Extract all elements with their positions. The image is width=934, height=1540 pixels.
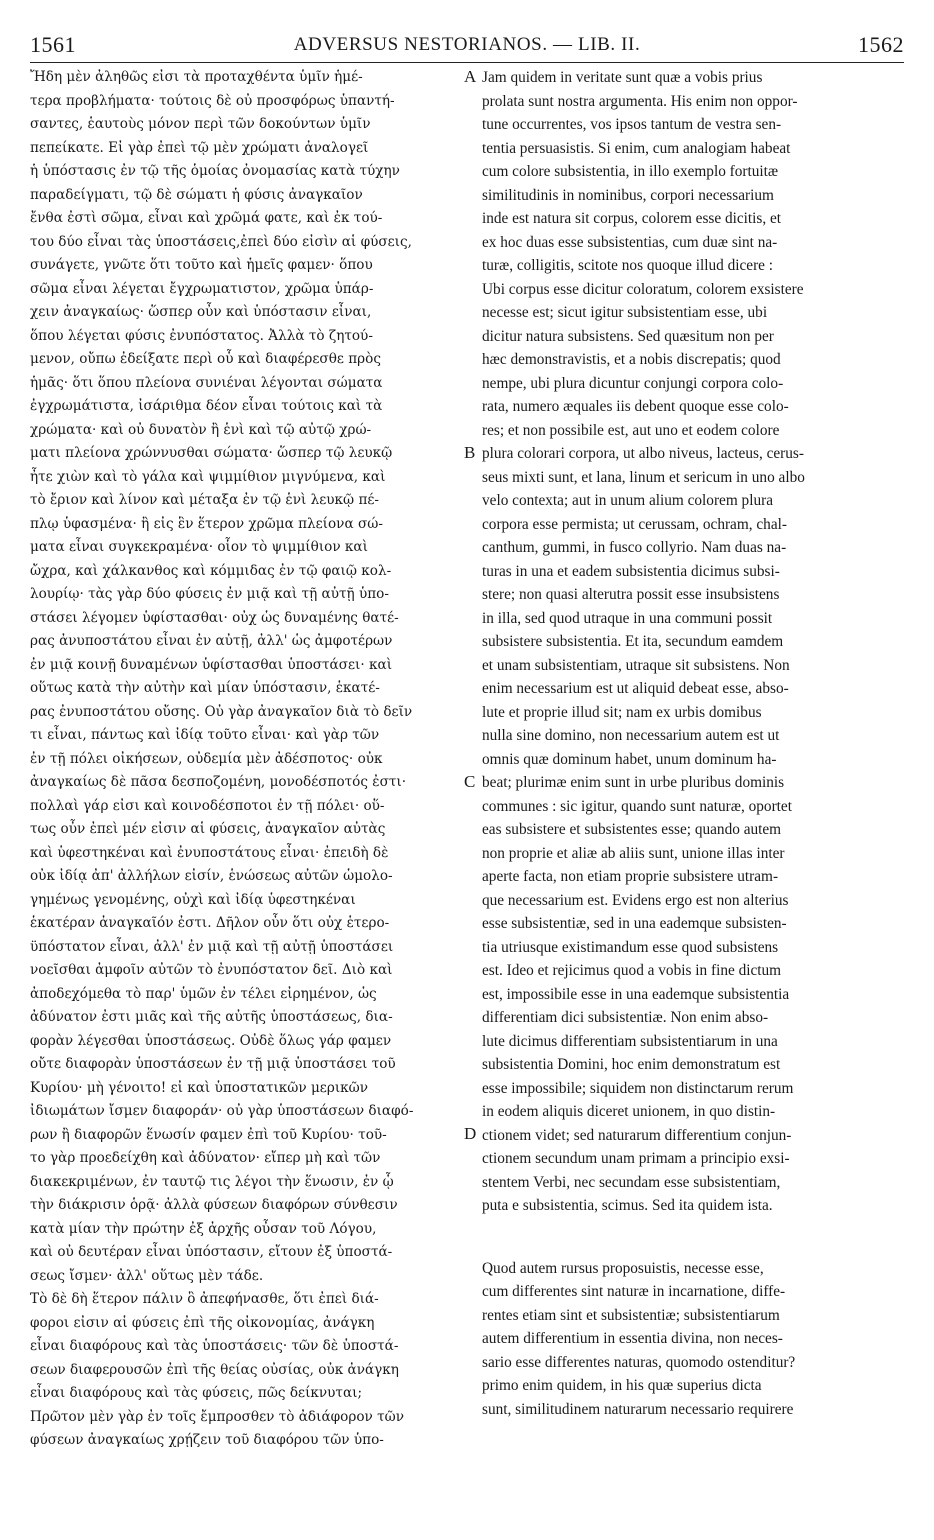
- text-line: ϋπόστατον εἶναι, ἀλλ' ἐν μιᾷ καὶ τῇ αὐτῇ ὑποστάσει: [30, 938, 394, 955]
- text-line: καὶ οὐ δευτέραν εἶναι ὑπόστασιν, εἴτουν ἐξ ὑποστά-: [30, 1244, 393, 1260]
- text-line: omnis quæ dominum habet, unum dominum ha-: [482, 750, 777, 768]
- text-line: τι εἶναι, πάντως καὶ ἰδίᾳ τοῦτο εἶναι· καὶ γὰρ τῶν: [30, 727, 380, 743]
- text-line: ἡ ὑπόστασις ἐν τῷ τῆς ὁμοίας ὀνομασίας κατὰ τύχην: [30, 163, 400, 179]
- text-line: turæ, colligitis, scitote nos quoque illud dicere :: [482, 257, 774, 274]
- text-line: similitudinis in nominibus, corpori necessarium: [482, 186, 774, 204]
- text-line: φορὰν λέγεσθαι ὑποστάσεως. Οὐδὲ ὅλως γάρ φαμεν: [30, 1032, 392, 1049]
- text-line: Κυρίου· μὴ γένοιτο! εἰ καὶ ὑποστατικῶν μερικῶν: [30, 1079, 369, 1096]
- text-line: ματα εἶναι συγκεκραμένα· οἷον τὸ ψιμμίθιον καὶ: [30, 539, 368, 555]
- text-line: τὸ ἔριον καὶ λίνον καὶ μέταξα ἐν τῷ ἑνὶ λευκῷ πέ-: [30, 492, 380, 508]
- text-line: est, impossibile esse in una eademque subsistentia: [482, 985, 790, 1003]
- text-line: communes : sic igitur, quando sunt naturæ, oportet: [482, 797, 792, 815]
- text-line: ctionem secundum unam primam a principio exsi-: [482, 1150, 790, 1167]
- text-line: ἐν τῇ πόλει οἰκήσεων, οὐδεμία μὲν ἀδέσποτος· οὐκ: [30, 750, 383, 767]
- text-line: tia utriusque existimandum esse quod subsistens: [482, 938, 779, 956]
- text-line: subsistentia Domini, hoc enim demonstratum est: [482, 1056, 781, 1073]
- latin-paragraph-1: [482, 66, 895, 1218]
- text-line: οὕτως κατὰ τὴν αὐτὴν καὶ μίαν ὑπόστασιν, ἑκατέ-: [30, 680, 380, 696]
- text-line: ἀποδεχόμεθα τὸ παρ' ὑμῶν ἐν τέλει εἰρημένον, ὡς: [30, 985, 377, 1002]
- text-line: σαντες, ἑαυτοὺς μόνον περὶ τῶν δοκούντων ὑμῖν: [30, 116, 371, 132]
- text-line: σεων διαφερουσῶν ἐπὶ τῆς θείας οὐσίας, οὐκ ἀνάγκη: [30, 1361, 399, 1378]
- text-line: εἶναι διαφόρους καὶ τὰς ὑποστάσεις· τῶν δὲ ὑποστά-: [30, 1338, 399, 1354]
- text-line: sunt, similitudinem naturarum necessario requirere: [482, 1400, 794, 1418]
- text-line: res; et non possibile est, aut uno et eodem colore: [482, 421, 780, 439]
- text-line: λουρίῳ· τὰς γὰρ δύο φύσεις ἐν μιᾷ καὶ τῇ αὐτῇ ὑπο-: [30, 586, 389, 602]
- text-line: hæc demonstravistis, et a nobis discrepatis; quod: [482, 351, 781, 368]
- text-line: nempe, ubi plura dicuntur conjungi corpora colo-: [482, 374, 784, 392]
- text-line: seus mixti sunt, et lana, linum et sericum in uno albo: [482, 468, 805, 486]
- latin-text-column: [482, 66, 895, 1421]
- text-line: οὔτε διαφορὰν ὑποστάσεων ἐν τῇ μιᾷ ὑποστάσει τοῦ: [30, 1056, 396, 1072]
- text-line: ἀδύνατον ἐστι μιᾶς καὶ τῆς αὐτῆς ὑποστάσεως, δια-: [30, 1009, 393, 1025]
- text-line: χρώματα· καὶ οὐ δυνατὸν ἢ ἑνὶ καὶ τῷ αὐτῷ χρώ-: [30, 421, 372, 438]
- text-line: κατὰ μίαν τὴν πρώτην ἐξ ἀρχῆς οὖσαν τοῦ Λόγου,: [30, 1220, 377, 1237]
- text-line: est. Ideo et rejicimus quod a vobis in fine dictum: [482, 962, 782, 979]
- text-line: ἡμᾶς· ὅτι ὅπου πλείονα συνιέναι λέγονται σώματα: [30, 374, 383, 391]
- text-line: οὐκ ἰδίᾳ ἀπ' ἀλλήλων εἰσίν, ἑνώσεως αὐτῶν ὡμολο-: [30, 868, 393, 884]
- text-line: ἑκατέραν ἀναγκαῖόν ἐστι. Δῆλον οὖν ὅτι οὐχ ἑτερο-: [30, 915, 390, 931]
- text-line: enim necessarium est ut aliquid debeat esse, abso-: [482, 680, 789, 697]
- text-line: στάσει λέγομεν ὑφίστασθαι· οὐχ ὡς δυναμένης θατέ-: [30, 609, 399, 626]
- text-line: Ubi corpus esse dicitur coloratum, colorem exsistere: [482, 280, 804, 298]
- text-line: πλῳ ὑφασμένα· ἢ εἰς ἓν ἕτερον χρῶμα πλείονα σώ-: [30, 515, 383, 532]
- text-line: ctionem videt; sed naturarum differentium conjun-: [482, 1126, 792, 1144]
- text-line: Τὸ δὲ δὴ ἕτερον πάλιν ὃ ἀπεφήνασθε, ὅτι ἐπεὶ διά-: [30, 1291, 379, 1307]
- text-line: γημένως γενομένης, οὐχὶ καὶ ἰδίᾳ ὑφεστηκέναι: [30, 891, 356, 908]
- text-line: φοροι εἰσιν αἱ φύσεις ἐπὶ τῆς οἰκονομίας, ἀνάγκη: [30, 1314, 375, 1331]
- latin-paragraph-2: [482, 1257, 895, 1422]
- text-line: canthum, gummi, in fusco collyrio. Nam duas na-: [482, 539, 787, 556]
- margin-marker-a: A: [464, 67, 477, 86]
- text-line: συνάγετε, γνῶτε ὅτι τοῦτο καὶ ἡμεῖς φαμεν· ὅπου: [30, 257, 373, 273]
- margin-marker-b: B: [464, 443, 476, 462]
- text-line: σεως ἴσμεν· ἀλλ' οὕτως μὲν τάδε.: [30, 1267, 264, 1284]
- text-line: subsistere subsistentia. Et ita, secundum eamdem: [482, 633, 784, 650]
- text-line: μενον, οὔπω ἐδείξατε περὶ οὗ καὶ διαφέρεσθε πρὸς: [30, 351, 381, 367]
- text-line: Πρῶτον μὲν γὰρ ἐν τοῖς ἔμπροσθεν τὸ ἀδιάφορον τῶν: [30, 1408, 404, 1425]
- text-line: παραδείγματι, τῷ δὲ σώματι ἡ φύσις ἀναγκαῖον: [30, 186, 363, 203]
- text-line: ἔνθα ἐστὶ σῶμα, εἶναι καὶ χρῶμά φατε, καὶ ἐκ τού-: [30, 210, 383, 226]
- text-line: ἐγχρωμάτιστα, ἰσάριθμα δέον εἶναι τούτοις καὶ τὰ: [30, 398, 383, 414]
- text-line: puta e subsistentia, scimus. Sed ita quidem ista.: [482, 1197, 773, 1214]
- text-line: primo enim quidem, in his quæ superius dicta: [482, 1377, 762, 1394]
- text-line: necesse est; sicut igitur subsistentiam esse, ubi: [482, 304, 768, 321]
- text-line: rentes etiam sint et subsistentiæ; subsistentiarum: [482, 1306, 780, 1324]
- text-line: in eodem aliquis diceret unionem, in quo distin-: [482, 1103, 776, 1120]
- text-line: Ἤδη μὲν ἀληθῶς εἰσι τὰ προταχθέντα ὑμῖν ἡμέ-: [30, 69, 363, 85]
- text-line: ἀναγκαίως δὲ πᾶσα δεσποζομένη, μονοδέσποτός ἐστι·: [30, 774, 407, 790]
- text-line: stentem Verbi, nec secundam esse subsistentiam,: [482, 1173, 781, 1191]
- text-line: velo contexta; aut in unum alium colorem plura: [482, 492, 773, 509]
- text-line: πεπείκατε. Εἰ γὰρ ἐπεὶ τῷ μὲν χρώματι ἀναλογεῖ: [30, 139, 369, 156]
- text-line: non proprie et aliæ ab aliis sunt, unione illas inter: [482, 844, 785, 862]
- greek-text-column: [30, 66, 458, 1453]
- text-line: beat; plurimæ enim sunt in urbe pluribus dominis: [482, 774, 785, 791]
- text-line: plura colorari corpora, ut albo niveus, lacteus, cerus-: [482, 445, 804, 462]
- text-line: νοεῖσθαι ἀμφοῖν αὐτῶν τὸ ἐνυπόστατον δεῖ. Διὸ καὶ: [30, 962, 393, 978]
- text-line: esse subsistentiæ, sed in una eademque subsisten-: [482, 915, 787, 932]
- text-line: ὤχρα, καὶ χάλκανθος καὶ κόμμιδας ἐν τῷ φαιῷ κολ-: [30, 562, 392, 579]
- text-line: ἦτε χιὼν καὶ τὸ γάλα καὶ ψιμμίθιον μιγνύμενα, καὶ: [30, 468, 386, 485]
- text-line: χειν ἀναγκαίως· ὥσπερ οὖν καὶ ὑπόστασιν εἶναι,: [30, 304, 372, 320]
- text-line: dicitur natura subsistens. Sed quæsitum non per: [482, 327, 774, 345]
- text-line: Quod autem rursus proposuistis, necesse esse,: [482, 1259, 764, 1277]
- text-line: cum colore subsistentia, in illo exemplo fortuitæ: [482, 163, 779, 180]
- text-line: rata, numero æquales iis debent quoque esse colo-: [482, 398, 789, 415]
- paragraph-gap: [482, 1218, 895, 1257]
- text-line: καὶ ὑφεστηκέναι καὶ ἐνυποστάτους εἶναι· ἐπειδὴ δὲ: [30, 844, 389, 861]
- text-line: τὴν διάκρισιν ὁρᾷ· ἀλλὰ φύσεων διαφόρων σύνθεσιν: [30, 1197, 398, 1213]
- running-title: ADVERSUS NESTORIANOS. — LIB. II.: [293, 34, 641, 55]
- text-line: aperte facta, non etiam proprie subsistere utram-: [482, 868, 779, 885]
- text-line: ρας ἐνυποστάτου οὔσης. Οὐ γὰρ ἀναγκαῖον διὰ τὸ δεῖν: [30, 703, 413, 720]
- text-line: lute dicimus differentiam subsistentiarum in una: [482, 1032, 778, 1050]
- text-line: διακεκριμένων, ἐν ταυτῷ τις λέγοι τὴν ἕνωσιν, ἐν ᾧ: [30, 1173, 394, 1190]
- text-line: ex hoc duas esse subsistentias, cum duæ sint na-: [482, 233, 778, 251]
- text-line: que necessarium est. Evidens ergo est non alterius: [482, 891, 789, 909]
- text-line: differentiam dici subsistentiæ. Non enim abso-: [482, 1009, 769, 1026]
- text-line: stere; non quasi alterutra possit esse insubsistens: [482, 586, 780, 603]
- text-line: ὅπου λέγεται φύσις ἐνυπόστατος. Ἀλλὰ τὸ ζητού-: [30, 327, 373, 344]
- right-column-number: 1562: [858, 32, 904, 57]
- text-line: ἐν μιᾷ κοινῇ δυναμένων ὑφίστασθαι ὑποστάσει· καὶ: [30, 656, 393, 673]
- text-line: cum differentes sint naturæ in incarnatione, diffe-: [482, 1283, 786, 1300]
- text-line: tentia persuasistis. Si enim, cum analogiam habeat: [482, 139, 791, 157]
- text-line: εἶναι διαφόρους καὶ τὰς φύσεις, πῶς δείκνυται;: [30, 1385, 363, 1401]
- text-line: ἰδιωμάτων ἴσμεν διαφοράν· οὐ γὰρ ὑποστάσεων διαφό-: [30, 1103, 414, 1119]
- text-line: Jam quidem in veritate sunt quæ a vobis prius: [482, 69, 763, 86]
- text-line: το γὰρ προεδείχθη καὶ ἀδύνατον· εἴπερ μὴ καὶ τῶν: [30, 1150, 381, 1166]
- text-line: lute et proprie illud sit; nam ex urbis domibus: [482, 703, 762, 721]
- margin-marker-c: C: [464, 772, 476, 791]
- text-line: του δύο εἶναι τὰς ὑποστάσεις,ἐπεὶ δύο εἰσὶν αἱ φύσεις,: [30, 233, 412, 250]
- margin-marker-d: D: [464, 1124, 477, 1143]
- text-line: esse impossibile; siquidem non distinctarum rerum: [482, 1079, 794, 1097]
- text-line: inde est natura sit corpus, colorem esse dicitis, et: [482, 210, 782, 227]
- text-line: eas subsistere et subsistentes esse; quando autem: [482, 821, 782, 838]
- text-line: ματι πλείονα χρώννυσθαι σώματα· ὥσπερ τῷ λευκῷ: [30, 445, 393, 461]
- text-line: τερα προβλήματα· τούτοις δὲ οὐ προσφόρως ὑπαντή-: [30, 92, 395, 109]
- left-column-number: 1561: [30, 32, 76, 57]
- text-line: autem differentium in essentia divina, non neces-: [482, 1330, 783, 1347]
- text-line: σῶμα εἶναι λέγεται ἔγχρωματιστον, χρῶμα ὑπάρ-: [30, 280, 374, 297]
- text-line: nulla sine domino, non necessarium autem est ut: [482, 727, 780, 744]
- text-line: tune occurrentes, vos ipsos tantum de vestra sen-: [482, 116, 782, 133]
- text-line: corpora esse permista; ut cerussam, ochram, chal-: [482, 515, 787, 533]
- text-line: τως οὖν ἐπεὶ μέν εἰσιν αἱ φύσεις, ἀναγκαῖον αὐτὰς: [30, 821, 386, 837]
- text-line: et unam subsistentiam, utraque sit subsistens. Non: [482, 656, 790, 674]
- text-line: φύσεων ἀναγκαίως χρῄζειν τοῦ διαφόρου τῶν ὑπο-: [30, 1432, 384, 1448]
- text-line: ρων ἢ διαφορῶν ἕνωσίν φαμεν ἐπὶ τοῦ Κυρίου· τοῦ-: [30, 1126, 387, 1143]
- text-line: ρας ἀνυποστάτου εἶναι ἐν αὐτῇ, ἀλλ' ὡς ἀμφοτέρων: [30, 633, 393, 649]
- text-line: sario esse differentes naturas, quomodo ostenditur?: [482, 1353, 796, 1371]
- text-line: turas in una et eadem subsistentia dicimus subsi-: [482, 562, 780, 580]
- text-line: in illa, sed quod utraque in una communi possit: [482, 609, 773, 627]
- text-line: πολλαὶ γάρ εἰσι καὶ κοινοδέσποτοι ἐν τῇ πόλει· οὕ-: [30, 797, 385, 814]
- page-header: [30, 30, 904, 63]
- text-line: prolata sunt nostra argumenta. His enim non oppor-: [482, 92, 798, 110]
